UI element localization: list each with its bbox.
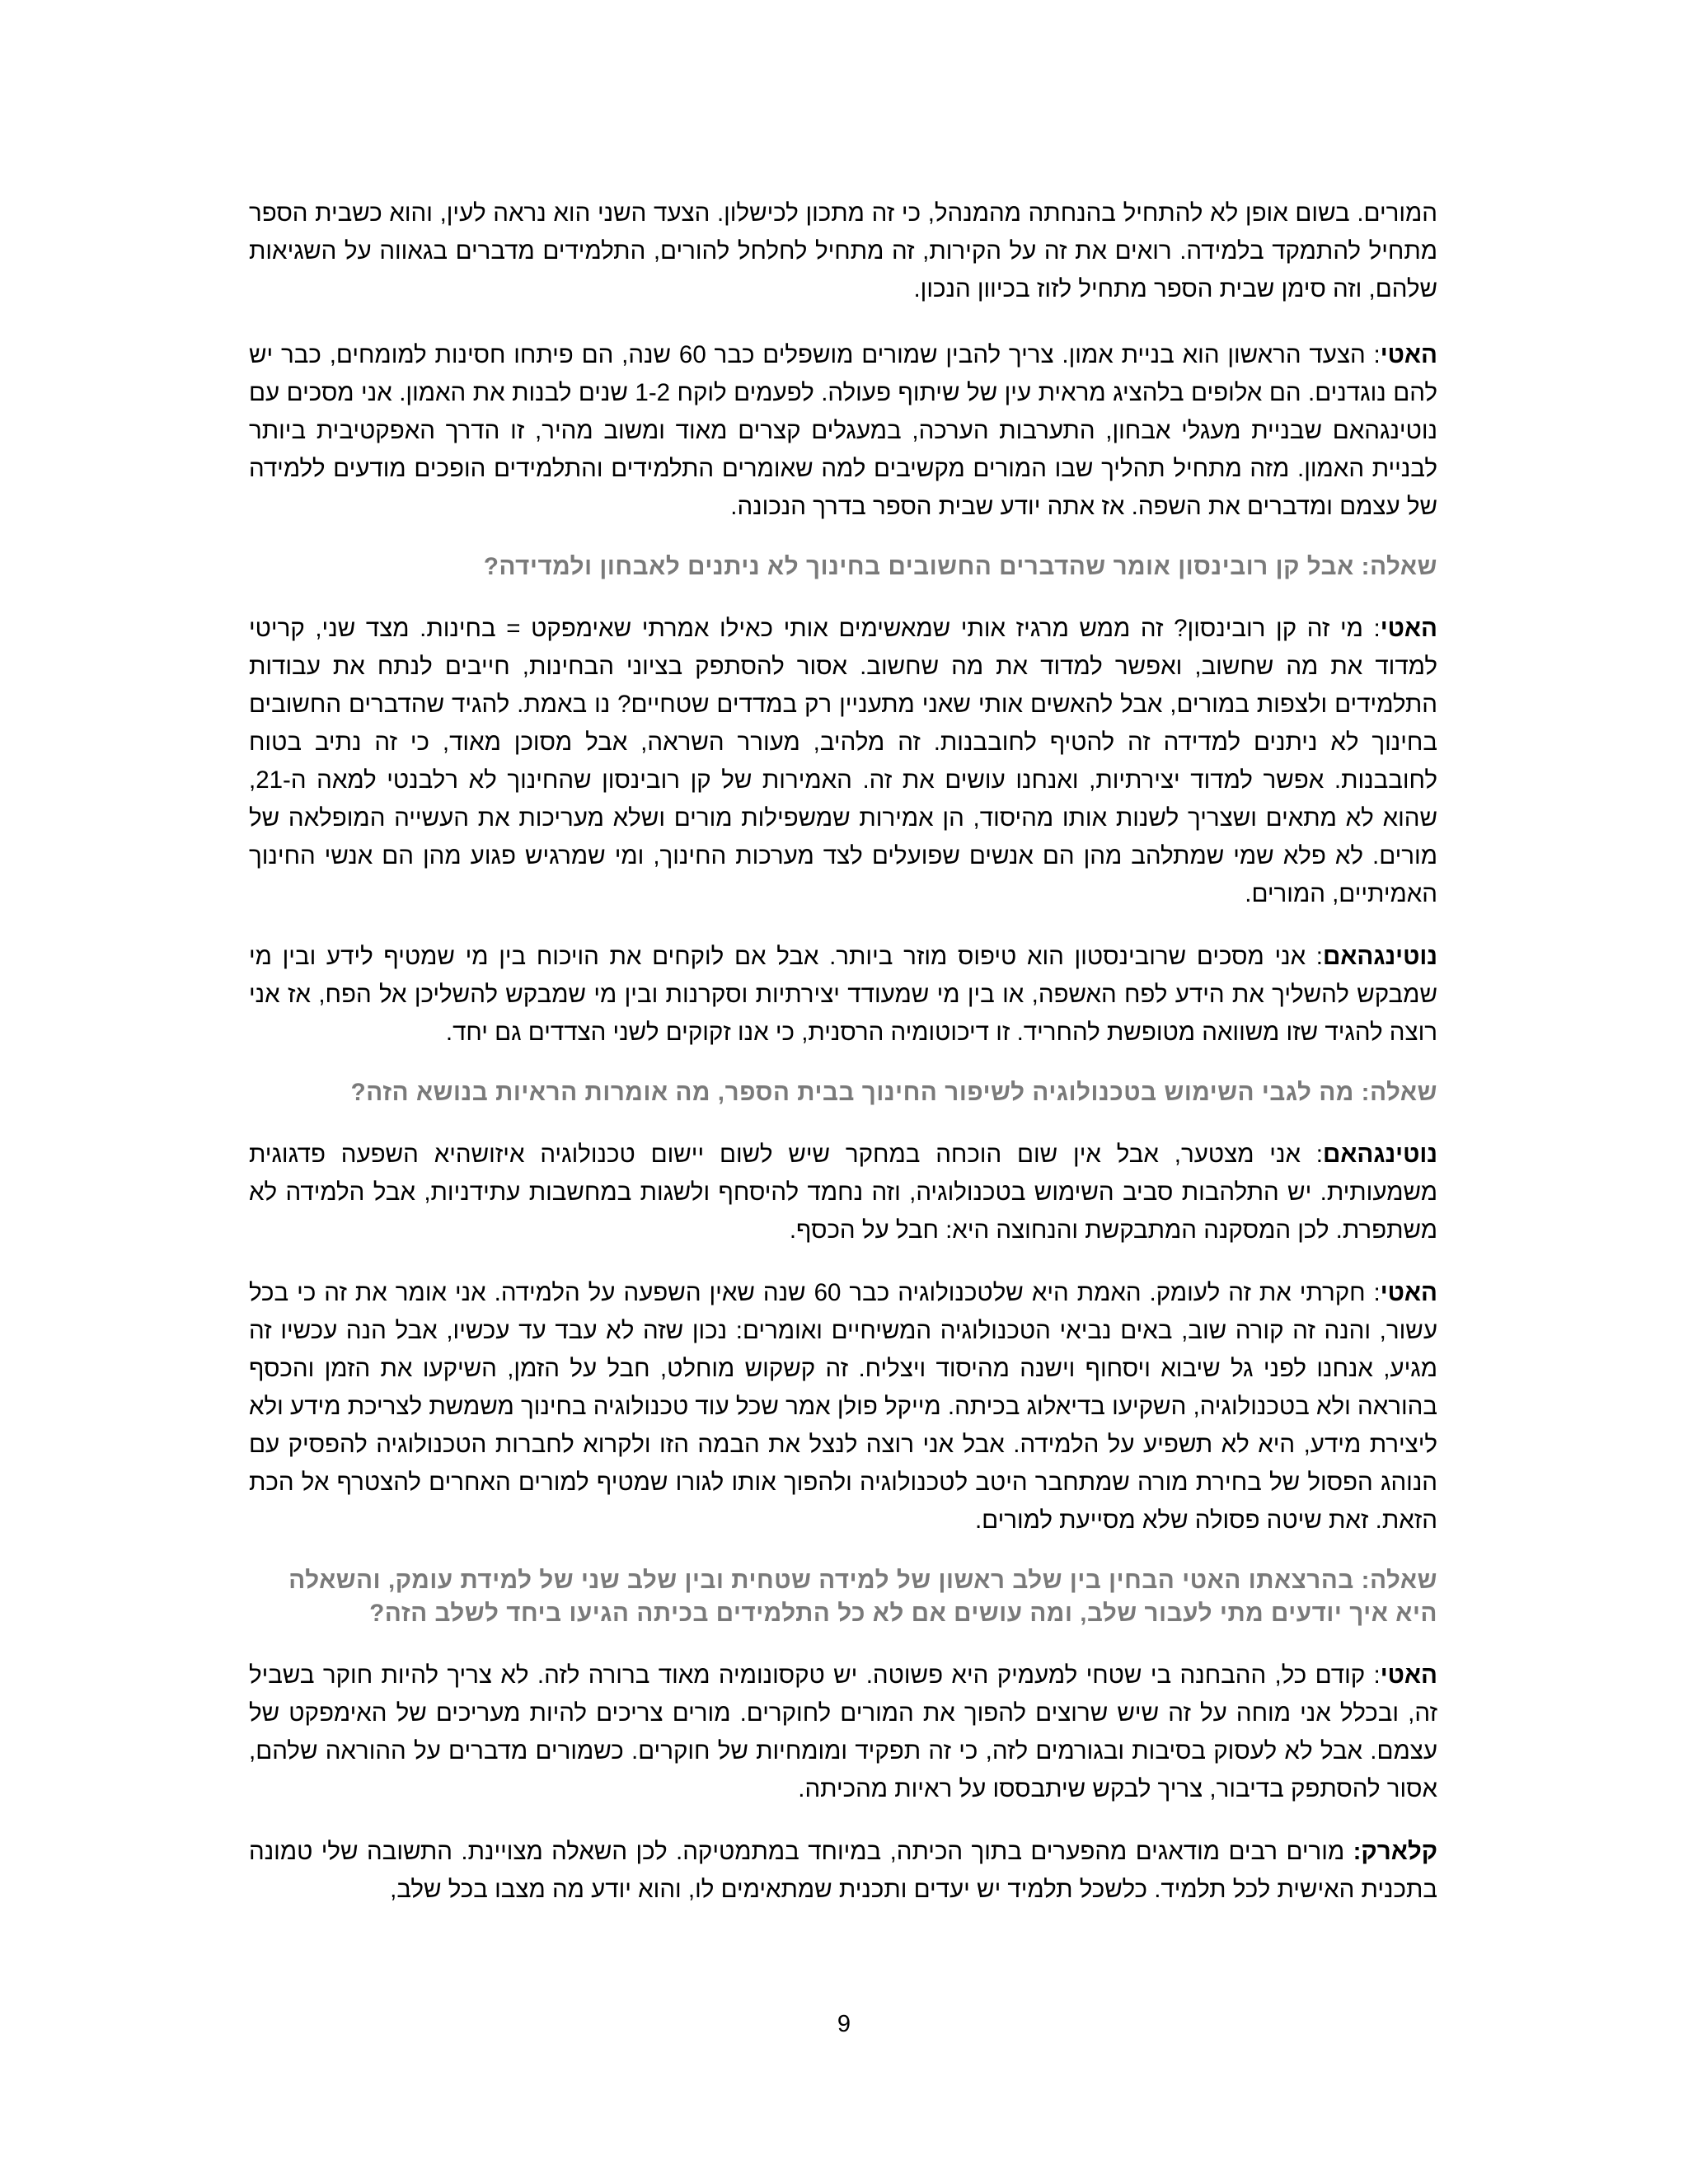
speaker-name: נוטינגהאם bbox=[1323, 1141, 1437, 1168]
paragraph-hattie-robinson bbox=[249, 610, 1437, 913]
paragraph-text: : מי זה קן רובינסון? זה ממש מרגיז אותי שמאשימים אותי כאילו אמרתי שאימפקט = בחינות. מצד שני, קריטי למדוד את מה שחשוב, ואפשר למדוד את מה שחשוב. אסור להסתפק בציוני הבחינות, חייבים לנתח את עבודות התלמידים ולצפות במורים, אבל להאשים אותי שאני מתעניין רק במדדים שטחיים? נו באמת. להגיד שהדברים החשובים בחינוך לא ניתנים למדידה זה להטיף לחובבנות. זה מלהיב, מעורר השראה, אבל מסוכן מאוד, כי זה נתיב בטוח לחובבנות. אפשר למדוד יצירתיות, ואנחנו עושים את זה. האמירות של קן רובינסון שהחינוך לא רלבנטי למאה ה-21, שהוא לא מתאים ושצריך לשנות אותו מהיסוד, הן אמירות שמשפילות מורים ושלא מעריכות את העשייה המופלאה של מורים. לא פלא שמי שמתלהב מהן הם אנשים שפועלים לצד מערכות החינוך, ומי שמרגיש פגוע מהן הם אנשי החינוך האמיתיים, המורים. bbox=[249, 615, 1437, 907]
speaker-name: נוטינגהאם bbox=[1323, 943, 1437, 970]
question-robinson: שאלה: אבל קן רובינסון אומר שהדברים החשובים בחינוך לא ניתנים לאבחון ולמדידה? bbox=[483, 553, 1437, 580]
paragraph-clarke-gaps bbox=[249, 1833, 1437, 1909]
paragraph-text: : אני מסכים שרובינסטון הוא טיפוס מוזר ביותר. אבל אם לוקחים את הויכוח בין מי שמטיף לידע ובין מי שמבקש להשליך את הידע לפח האשפה, או בין מי שמעודד יצירתיות וסקרנות ובין מי שמבקש להשליכן אל הפח, אז אני רוצה להגיד שזו משוואה מטופשת להחריד. זו דיכוטומיה הרסנית, כי אנו זקוקים לשני הצדדים גם יחד. bbox=[249, 943, 1437, 1046]
speaker-name: האטי bbox=[1380, 341, 1437, 368]
paragraph-hattie-taxonomy bbox=[249, 1657, 1437, 1808]
paragraph-nottingham-robinson bbox=[249, 938, 1437, 1052]
paragraph-text: : אני מצטער, אבל אין שום הוכחה במחקר שיש לשום יישום טכנולוגיה איזושהיא השפעה פדגוגית משמעותית. יש התלהבות סביב השימוש בטכנולוגיה, וזה נחמד להיסחף ולשגות במחשבות עתידניות, אבל הלמידה לא משתפרת. לכן המסקנה המתבקשת והנחוצה היא: חבל על הכסף. bbox=[249, 1141, 1437, 1244]
paragraph-hattie-technology bbox=[249, 1274, 1437, 1540]
question-technology: שאלה: מה לגבי השימוש בטכנולוגיה לשיפור החינוך בבית הספר, מה אומרות הראיות בנושא הזה? bbox=[350, 1079, 1437, 1106]
paragraph-text: המורים. בשום אופן לא להתחיל בהנחתה מהמנהל, כי זה מתכון לכישלון. הצעד השני הוא נראה לעין, והוא כשבית הספר מתחיל להתמקד בלמידה. רואים את זה על הקירות, זה מתחיל לחלחל להורים, התלמידים מדברים בגאווה על השגיאות שלהם, וזה סימן שבית הספר מתחיל לזוז בכיוון הנכון. bbox=[249, 199, 1437, 302]
paragraph-hattie-trust bbox=[249, 336, 1437, 526]
speaker-name: האטי bbox=[1380, 1279, 1437, 1306]
page-number: 9 bbox=[837, 2011, 851, 2037]
paragraph-text: מורים רבים מודאגים מהפערים בתוך הכיתה, במיוחד במתמטיקה. לכן השאלה מצויינת. התשובה שלי טמונה בתכנית האישית לכל תלמיד. כלשכל תלמיד יש יעדים ותכנית שמתאימים לו, והוא יודע מה מצבו בכל שלב, bbox=[249, 1838, 1437, 1903]
paragraph-text: : חקרתי את זה לעומק. האמת היא שלטכנולוגיה כבר 60 שנה שאין השפעה על הלמידה. אני אומר את זה כי בכל עשור, והנה זה קורה שוב, באים נביאי הטכנולוגיה המשיחיים ואומרים: נכון שזה לא עבד עד עכשיו, אבל הנה עכשיו זה מגיע, אנחנו לפני גל שיבוא ויסחוף וישנה מהיסוד ויצליח. זה קשקוש מוחלט, חבל על הזמן, השיקעו את הזמן והכסף בהוראה ולא בטכנולוגיה, השקיעו בדיאלוג בכיתה. מייקל פולן אמר שכל עוד טכנולוגיה בחינוך משמשת לצריכת מידע ולא ליצירת מידע, היא לא תשפיע על הלמידה. אבל אני רוצה לנצל את הבמה הזו ולקרוא לחברות הטכנולוגיה להפסיק עם הנוהג הפסול של בחירת מורה שמתחבר היטב לטכנולוגיה ולהפוך אותו לגורו שמטיף למורים האחרים להצטרף אל הכת הזאת. זאת שיטה פסולה שלא מסייעת למורים. bbox=[249, 1279, 1437, 1534]
paragraph-text: : הצעד הראשון הוא בניית אמון. צריך להבין שמורים מושפלים כבר 60 שנה, הם פיתחו חסינות למומחים, כבר יש להם נוגדנים. הם אלופים בלהציג מראית עין של שיתוף פעולה. לפעמים לוקח 1-2 שנים לבנות את האמון. אני מסכים עם נוטינגהאם שבניית מעגלי אבחון, התערבות הערכה, במעגלים קצרים מאוד ומשוב מהיר, זו הדרך האפקטיבית ביותר לבניית האמון. מזה מתחיל תהליך שבו המורים מקשיבים למה שאומרים התלמידים והתלמידים הופכים מודעים ללמידה של עצמם ומדברים את השפה. אז אתה יודע שבית הספר בדרך הנכונה. bbox=[249, 341, 1437, 520]
paragraph-nottingham-technology bbox=[249, 1136, 1437, 1249]
document-page bbox=[249, 194, 1437, 1933]
speaker-name: האטי bbox=[1380, 615, 1437, 642]
speaker-name: קלארק: bbox=[1353, 1838, 1437, 1865]
paragraph-text: : קודם כל, ההבחנה בי שטחי למעמיק היא פשוטה. יש טקסונומיה מאוד ברורה לזה. לא צריך להיות חוקר בשביל זה, ובכלל אני מוחה על זה שיש שרוצים להפוך את המורים לחוקרים. מורים צריכים להיות מעריכים של האימפקט של עצמם. אבל לא לעסוק בסיבות ובגורמים לזה, כי זה תפקיד ומומחיות של חוקרים. כשמורים מדברים על ההוראה שלהם, אסור להסתפק בדיבור, צריך לבקש שיתבססו על ראיות מהכיתה. bbox=[249, 1661, 1437, 1802]
paragraph-continuation bbox=[249, 194, 1437, 308]
speaker-name: האטי bbox=[1380, 1661, 1437, 1689]
question-surface-deep: שאלה: בהרצאתו האטי הבחין בין שלב ראשון של למידה שטחית ובין שלב שני של למידת עומק, והשאלה היא איך יודעים מתי לעבור שלב, ומה עושים אם לא כל התלמידים בכיתה הגיעו ביחד לשלב הזה? bbox=[288, 1567, 1437, 1627]
